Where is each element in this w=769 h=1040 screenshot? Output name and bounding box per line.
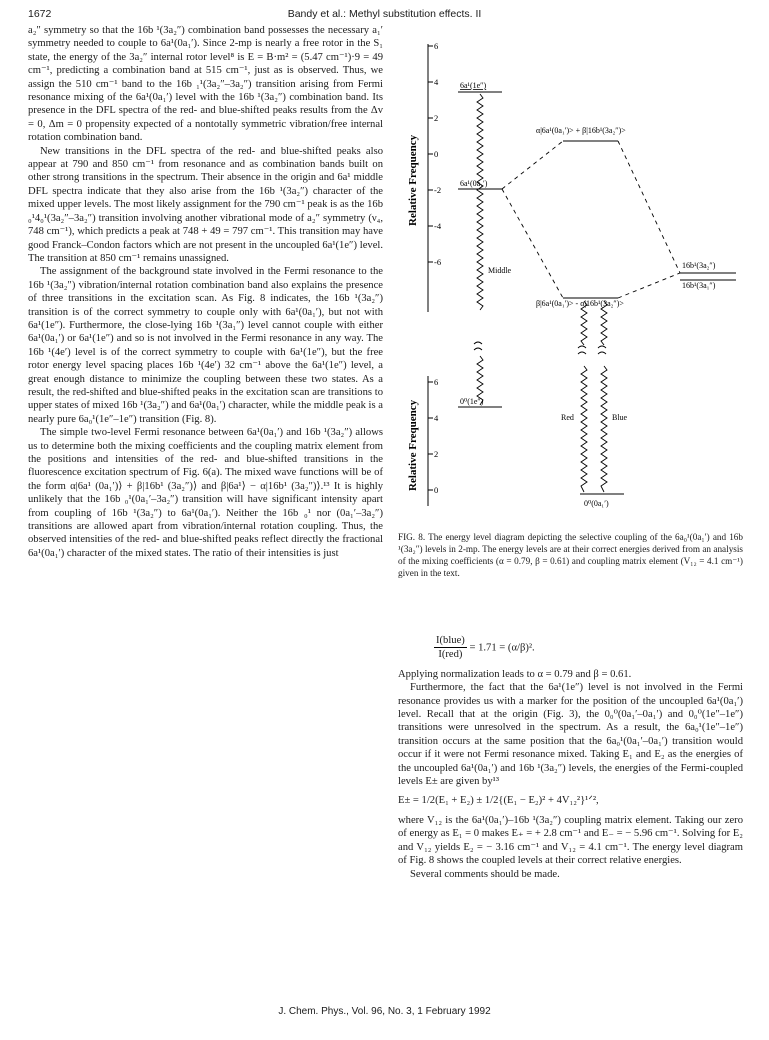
journal-footer: J. Chem. Phys., Vol. 96, No. 3, 1 February 1992 <box>278 1006 491 1017</box>
paragraph: Several comments should be made. <box>410 868 560 880</box>
right-column <box>398 628 743 881</box>
paragraph: a₂″ symmetry so that the 16b ¹(3a₂″) combination band possesses the necessary a₁′ symmetry needed to couple to 6a¹(0a₁′). Since 2-mp is nearly a free rotor in the S₁ state, the energy of the 3a₂″ internal rotor level⁸ is E = B·m² = (5.47 cm⁻¹)·9 = 49 cm⁻¹, predicting a combination band at 515 cm⁻¹, just as is observed. Thus, we assign the 510 cm⁻¹ band to the 16b ₁¹(3a₂″–3a₂″) transition arising from Fermi resonance mixing of the 6a¹(0a₁′) level with the 16b ¹(3a₂″) combination band. Its presence in the DFL spectra of the red- and blue-shifted peaks results from the Δv = 0, Δm = 0 propensity expected of a nontotally symmetric vibration/free internal rotation combination band. <box>28 25 383 144</box>
paragraph: where V₁₂ is the 6a¹(0a₁′)–16b ¹(3a₂″) coupling matrix element. Taking our zero of energy as E₁ = 0 makes E₊ = + 2.8 cm⁻¹ and E₋ = − 5.96 cm⁻¹. Solving for E₂ and V₁₂ yields E₂ = − 3.16 cm⁻¹ and V₁₂ = 4.1 cm⁻¹. The energy level diagram of Fig. 8 shows the coupled levels at their correct relative energies. <box>398 814 743 867</box>
dashed-connector <box>502 141 563 189</box>
tick-label: 6 <box>434 377 439 387</box>
tick-label: -4 <box>434 221 442 231</box>
equation-intensity-ratio <box>434 634 743 662</box>
lower-axis-label: Relative Frequency <box>407 399 419 491</box>
tick-label: 4 <box>434 413 439 423</box>
label-red: Red <box>561 413 574 422</box>
tick-label: 4 <box>434 77 439 87</box>
label-6a1-1e: 6a¹(1e″) <box>460 81 487 90</box>
left-column <box>28 24 383 560</box>
axis-break <box>474 342 606 354</box>
wavy-arrow-red-lower <box>581 366 587 492</box>
wavy-arrow-blue-lower <box>601 366 607 492</box>
tick-label: -2 <box>434 185 442 195</box>
paragraph: Furthermore, the fact that the 6a¹(1e″) level is not involved in the Fermi resonance provides us with a marker for the position of the uncoupled 6a¹(0a₁′) level. Recall that at the origin (Fig. 3), the 0₀⁰(0a₁′–0a₁′) and 0₀⁰(1e″–1e″) transitions were unresolved in the spectrum. As a result, the 6a₀¹(1e″–1e″) transition occurs at the same position that the 6a₀¹(0a₁′–0a₁′) transition would occur if it were not Fermi resonance mixed. Taking E₁ and E₂ as the energies of the uncoupled 6a¹(0a₁′) and 16b ¹(3a₂″) levels, the energies of the Fermi-coupled levels E± are given by¹³ <box>398 682 743 788</box>
paragraph: New transitions in the DFL spectra of the red- and blue-shifted peaks also appear at 790 and 850 cm⁻¹ from resonance and as combination bands built on other strong transitions in the spectrum. Their absence in the origin and 6a¹ middle DFL spectra indicate that they also arise from the 16b ¹(3a₂″) character of the mixed upper levels. The most likely assignment for the 790 cm⁻¹ peak is as the 16b ₀¹4₀¹(3a₂″–3a₂″) transition involving another vibrational mode of a₂″ symmetry (ν₄, 748 cm⁻¹), which predicts a peak at 748 + 49 = 797 cm⁻¹. This transition may have good Franck–Condon factors which are not present in the uncoupled 6a¹(1e″) level. The transition at 850 cm⁻¹ remains unassigned. <box>28 145 383 264</box>
eq-numerator: I(blue) <box>434 634 467 648</box>
tick-label: 6 <box>434 41 439 51</box>
tick-label: -6 <box>434 257 442 267</box>
tick-label: 2 <box>434 113 439 123</box>
paragraph: The simple two-level Fermi resonance between 6a¹(0a₁′) and 16b ¹(3a₂″) allows us to determine both the mixing coefficients and the coupling matrix element from the positions and intensities of the red- and blue-shifted transitions in the fluorescence excitation spectrum of Fig. 6(a). The mixed wave functions will be of the form α|6a¹ (0a₁′)⟩ + β|16b¹ (3a₂″)⟩ and β|6a¹⟩ − α|16b¹ (3a₂″)⟩.¹³ It is highly unlikely that the 16b ₀¹(0a₁′–3a₂″) transition will have significant intensity apart from coupling of 16b ¹(3a₂″) to 6a¹(0a₁′). Neither the 16b ₀¹ nor (0a₁′–3a₂″) transitions are allowed apart from vibration/internal rotation coupling. Thus, the observed intensities of the red- and blue-shifted peaks reflect directly the fractional 6a¹(0a₁′) character of the mixed states. The ratio of their intensities is just <box>28 427 383 559</box>
dashed-connector <box>618 141 680 273</box>
figure-caption: FIG. 8. The energy level diagram depicting the selective coupling of the 6a₀¹(0a₁′) and 16b ¹(3a₂″) levels in 2-mp. The energy levels are at their correct energies derived from an analysis of the mixing coefficients (α = 0.79, β = 0.61) and coupling matrix element (V₁₂ = 4.1 cm⁻¹) given in the text. <box>398 532 743 578</box>
running-title: Bandy et al.: Methyl substitution effects. II <box>287 8 482 20</box>
tick-label: 2 <box>434 449 439 459</box>
label-16b-3a1: 16b¹(3a₁″) <box>682 281 716 290</box>
tick-label: 0 <box>434 149 439 159</box>
label-mix-plus: α|6a¹(0a₁′)> + β|16b¹(3a₂″)> <box>536 126 626 135</box>
dashed-connector <box>502 189 563 298</box>
equation-fermi-energies: E± = 1/2(E₁ + E₂) ± 1/2{(E₁ − E₂)² + 4V₁₂²}¹ᐟ², <box>398 795 599 807</box>
label-middle: Middle <box>488 266 512 275</box>
eq-rhs: = 1.71 = (α/β)². <box>469 642 535 654</box>
energy-level-diagram <box>398 36 748 516</box>
page-number: 1672 <box>28 8 52 20</box>
paragraph: The assignment of the background state involved in the Fermi resonance to the 16b ¹(3a₂″) vibration/internal rotation combination band also explains the presence of three transitions in the excitation scan. As Fig. 8 indicates, the 16b ¹(3a₂″) transition is of the correct symmetry to couple only with 6a¹(0a₁′), but not with 6a¹(1e″). Furthermore, the close-lying 16b ¹(3a₁″) level cannot couple with either 6a¹(0a₁′) or 6a¹(1e″) and so is not involved in the Fermi resonance in any way. The 16b ¹(4e′) level is of the correct symmetry to couple with 6a¹(1e″), but the free rotor energy level spacing places 16b ¹(4e′) 32 cm⁻¹ above the 6a¹(1e″) level, a great enough distance to minimize the coupling between these two states. As a result, the red-shifted and blue-shifted peaks in the excitation scan are transitions to upper states of mixed 16b ¹(3a₂″) and 6a¹(0a₁′) character, while the middle peak is a nearly pure 6a₀¹(1e″–1e″) transition (Fig. 8). <box>28 266 383 425</box>
dashed-connector <box>618 273 680 298</box>
wavy-arrow-middle <box>477 94 483 310</box>
upper-axis-label: Relative Frequency <box>407 134 419 226</box>
label-00-0a1: 0⁰(0a₁′) <box>584 499 609 508</box>
tick-label: 0 <box>434 485 439 495</box>
label-mix-minus: β|6a¹(0a₁′)> - α|16b¹(3a₂″)> <box>536 299 624 308</box>
paragraph: Applying normalization leads to α = 0.79 and β = 0.61. <box>398 668 632 680</box>
label-6a1-0a1: 6a¹(0a₁′) <box>460 179 488 188</box>
label-16b-3a2: 16b¹(3a₂″) <box>682 261 716 270</box>
label-00-1e: 0⁰(1e″) <box>460 397 484 406</box>
eq-denominator: I(red) <box>438 649 463 661</box>
label-blue: Blue <box>612 413 628 422</box>
